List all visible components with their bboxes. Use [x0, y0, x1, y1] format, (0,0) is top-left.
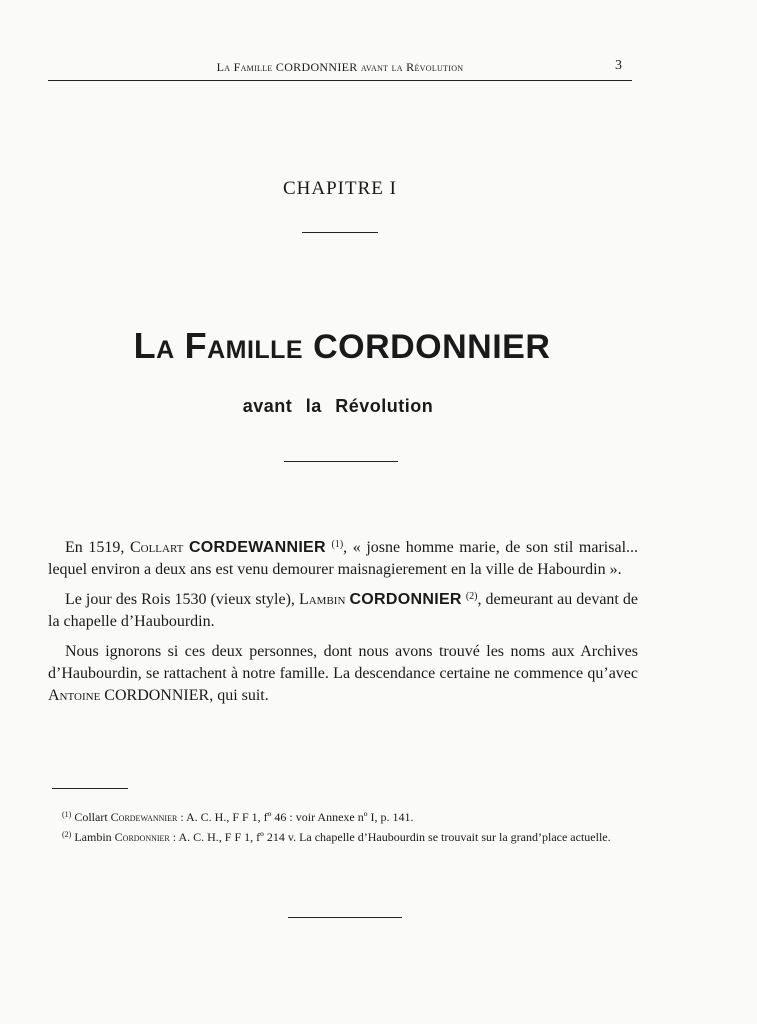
footnote-ref-1[interactable]: (1)	[331, 539, 344, 550]
p2-text-b: , demeurant au devant de la chapelle d’Haubourdin.	[48, 591, 638, 630]
footnote-ref-2[interactable]: (2)	[465, 591, 478, 602]
p1-surname: CORDEWANNIER	[188, 539, 326, 556]
paragraph-2	[48, 589, 638, 633]
footnote-separator	[52, 788, 128, 789]
running-header	[48, 58, 632, 81]
p2-given-name: Lambin	[298, 591, 346, 608]
chapter-subtitle: avant la Révolution	[242, 396, 434, 416]
chapter-title	[0, 325, 684, 367]
end-of-page-rule	[288, 917, 402, 918]
title-word-famille: Famille	[184, 325, 304, 366]
footnote-1-text-b: : A. C. H., F F 1, fº 46 : voir Annexe nº I, p. 141.	[177, 810, 414, 824]
p1-text-a: En 1519,	[65, 539, 130, 556]
paragraph-3	[48, 641, 638, 707]
p2-text-a: Le jour des Rois 1530 (vieux style),	[65, 591, 299, 608]
paragraph-1	[48, 537, 638, 581]
p3-text-a: Nous ignorons si ces deux personnes, dont nous avons trouvé les noms aux Archives d’Haubourdin, se rattachent à notre famille. La descendance certaine ne commence qu’avec	[48, 643, 638, 682]
footnote-1-text-a: Collart	[71, 810, 111, 824]
chapter-label: CHAPITRE I	[283, 178, 397, 199]
footnotes	[48, 808, 638, 848]
footnote-1	[48, 808, 638, 826]
title-surname: CORDONNIER	[313, 328, 551, 366]
p3-given-name: Antoine	[48, 687, 101, 704]
footnote-1-mark: (1)	[62, 810, 72, 819]
page-number: 3	[615, 58, 622, 73]
p1-given-name: Collart	[129, 539, 184, 556]
p1-text-b: , « josne homme marie, de son stil marisal... lequel environ a deux ans est venu demourer maisnagierement en la ville de Habourdin ».	[48, 539, 639, 578]
footnote-1-name: Cordewannier	[110, 810, 178, 824]
footnote-2-name: Cordonnier	[114, 830, 170, 844]
p3-surname: CORDONNIER	[104, 687, 210, 704]
p3-text-b: , qui suit.	[209, 687, 269, 704]
footnote-2	[48, 828, 638, 846]
p2-surname: CORDONNIER	[349, 591, 462, 608]
footnote-2-text-a: Lambin	[71, 830, 115, 844]
footnote-2-text-b: : A. C. H., F F 1, fº 214 v. La chapelle d’Haubourdin se trouvait sur la grand’place actuelle.	[169, 830, 611, 844]
chapter-rule	[302, 232, 378, 233]
title-word-la: La	[133, 325, 175, 366]
title-rule	[284, 461, 398, 462]
body-text	[48, 537, 638, 715]
footnote-2-mark: (2)	[62, 830, 72, 839]
running-title: La Famille CORDONNIER avant la Révolution	[216, 60, 464, 74]
